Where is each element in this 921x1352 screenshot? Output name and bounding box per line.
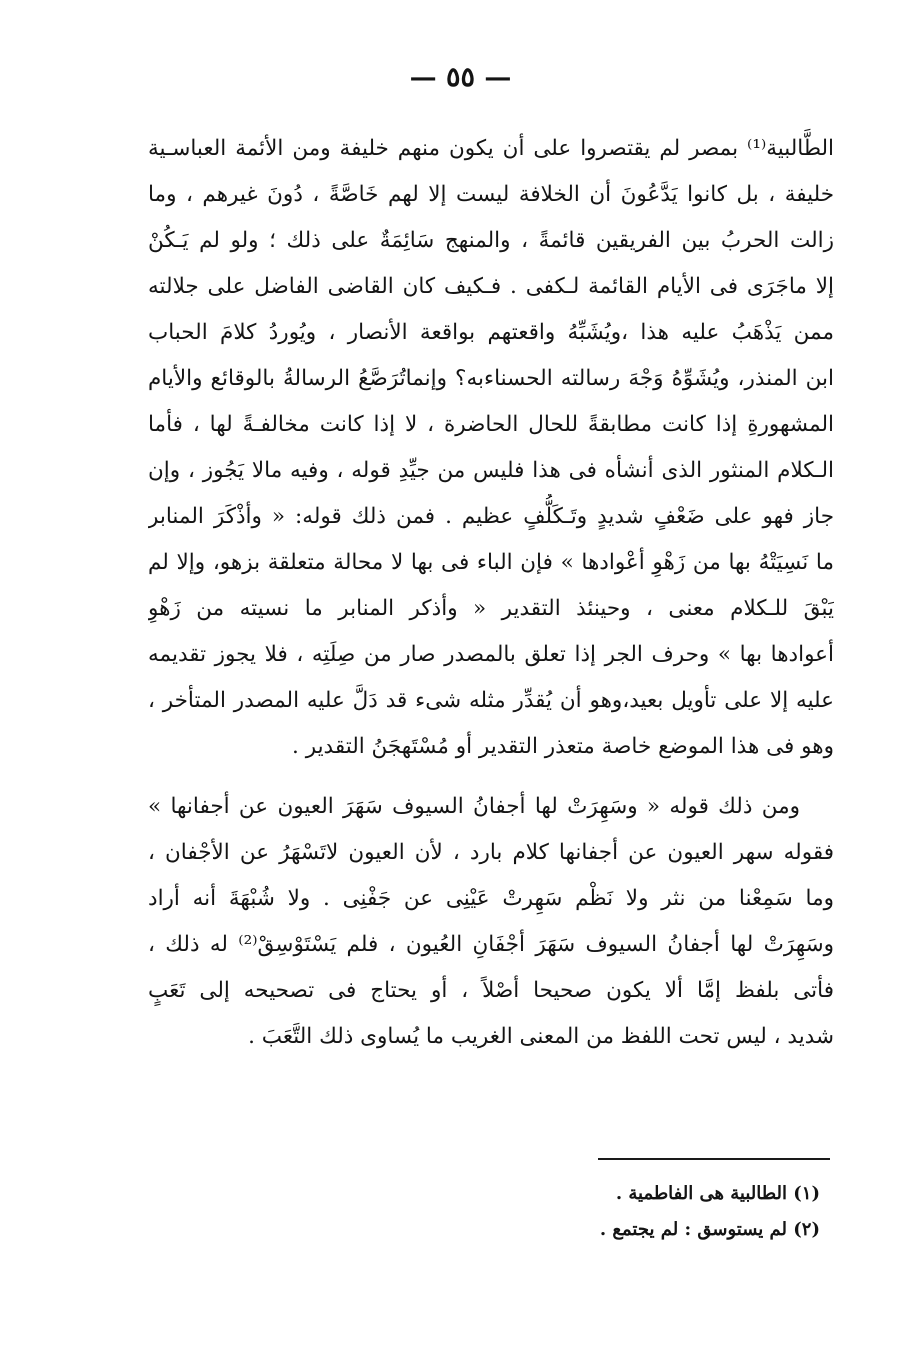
text-line: زالت الحربُ بين الفريقين قائمةً ، والمنهج سَائِمَةٌ على ذلك ؛ ولو لم يَـكُنْ <box>148 228 834 253</box>
text-line: فأتى بلفظ إمَّا ألا يكون صحيحا أصْلاً ، أو يحتاج فى تصحيحه إلى تَعَبٍ <box>148 978 834 1003</box>
text-line: وما سَمِعْنا من نثر ولا نَظْم سَهِرتْ عَيْنِى عن جَفْنِى . ولا شُبْهَةَ أنه أراد <box>148 886 834 911</box>
page-number: — ٥٥ — <box>409 62 512 93</box>
text-line: شديد ، ليس تحت اللفظ من المعنى الغريب ما يُساوى ذلك التَّعَبَ . <box>248 1024 834 1049</box>
text-line: ومن ذلك قوله « وسَهِرَتْ لها أجفانُ السيوف سَهَرَ العيون عن أجفانها » <box>148 794 800 819</box>
text-line: خليفة ، بل كانوا يَدَّعُونَ أن الخلافة ليست إلا لهم خَاصَّةً ، دُونَ غيرهم ، وما <box>148 182 834 207</box>
text-line: المشهورةِ إذا كانت مطابقةً للحال الحاضرة ، لا إذا كانت مخالفـةً لها ، فأما <box>148 412 834 437</box>
text-line: أعوادها بها » وحرف الجر إذا تعلق بالمصدر صار من صِلَتِه ، فلا يجوز تقديمه <box>148 642 834 667</box>
paragraph-1 <box>148 126 834 770</box>
text-line: فقوله سهر العيون عن أجفانها كلام بارد ، لأن العيون لاتَسْهَرُ عن الأجْفان ، <box>148 840 834 865</box>
footnotes <box>400 1176 820 1248</box>
text-line: جاز فهو على ضَعْفٍ شديدٍ وتَـكَلُّفٍ عظيم . فمن ذلك قوله: « وأذْكَرَ المنابر <box>148 504 834 529</box>
text-line: عليه إلا على تأويل بعيد،وهو أن يُقدِّر مثله شىء قد دَلَّ عليه المصدر المتأخر ، <box>148 688 834 713</box>
footnote-1: (١) الطالبية هى الفاطمية . <box>615 1183 820 1204</box>
text-line: ممن يَذْهَبُ عليه هذا ،ويُشَبِّهُ واقعتهم بواقعة الأنصار ، ويُوردُ كلامَ الحباب <box>148 320 834 345</box>
paragraph-2 <box>148 784 834 1060</box>
text-line: إلا ماجَرَى فى الأيام القائمة لـكفى . فـكيف كان القاضى الفاضل على جلالته <box>148 274 834 299</box>
text-line: الـكلام المنثور الذى أنشأه فى هذا فليس من جيِّدِ قوله ، وفيه مالا يَجُوز ، وإن <box>148 458 834 483</box>
text-line: الطَّالبية⁽¹⁾ بمصر لم يقتصروا على أن يكون منهم خليفة ومن الأئمة العباسـية <box>148 136 834 161</box>
text-line: وسَهِرَتْ لها أجفانُ السيوف سَهَرَ أجْفَانِ العُيون ، فلم يَسْتَوْسِقْ⁽²⁾ له ذلك ، <box>148 932 834 957</box>
paragraph-gap <box>148 770 834 784</box>
text-line: ما نَسِيَتْهُ بها من زَهْوِ أعْوادها » فإن الباء فى بها لا محالة متعلقة بزهو، وإلا لم <box>148 550 834 575</box>
footnote-divider <box>598 1158 830 1160</box>
footnote-2: (٢) لم يستوسق : لم يجتمع . <box>599 1219 820 1240</box>
text-line: ابن المنذر، ويُشَوِّهُ وَجْهَ رسالته الحسناءبه؟ وإنماتُرَصَّعُ الرسالةُ بالوقائع والأيام <box>148 366 834 391</box>
text-line: يَبْقَ للـكلام معنى ، وحينئذ التقدير « وأذكر المنابر ما نسيته من زَهْوِ <box>148 596 834 621</box>
text-line: وهو فى هذا الموضع خاصة متعذر التقدير أو مُسْتَهجَنُ التقدير . <box>292 734 834 759</box>
main-text <box>148 126 834 1060</box>
